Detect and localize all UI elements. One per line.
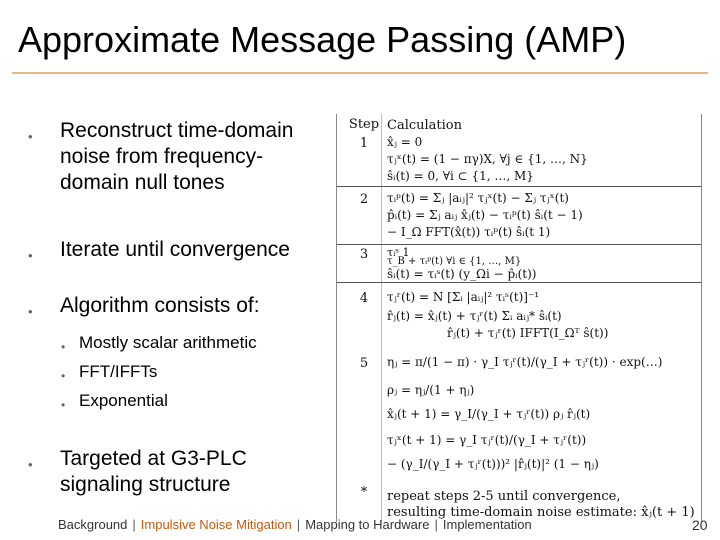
step-number: 4: [359, 291, 369, 306]
step-number: *: [360, 485, 368, 500]
step-number: 5: [359, 356, 369, 371]
step-equation: τ_B + τᵢᵖ(t) ∀i ∈ {1, …, M}: [387, 256, 522, 267]
step-equation: ηⱼ = π/(1 − π) · γ_I τⱼʳ(t)/(γ_I + τⱼʳ(t)) · exp(…): [387, 355, 663, 369]
title-underline: [12, 72, 708, 74]
step-equation: ρⱼ = ηⱼ/(1 + ηⱼ): [387, 383, 475, 397]
bullet-line: Iterate until convergence: [60, 238, 290, 261]
bullet-line: signaling structure: [60, 473, 231, 496]
table-row: [337, 480, 701, 522]
step-equation: ŝᵢ(t) = 0, ∀i ⊂ {1, …, M}: [387, 169, 534, 183]
footer-nav: [58, 517, 532, 532]
bullet-text: [60, 237, 290, 263]
sub-bullet-text: FFT/IFFTs: [79, 362, 158, 381]
table-header-step: Step: [348, 117, 380, 132]
step-equation: τᵢˢ 1: [387, 246, 410, 259]
page-title: Approximate Message Passing (AMP): [18, 19, 627, 60]
footer-item-mapping-to-hardware[interactable]: Mapping to Hardware: [305, 517, 430, 532]
step-equation: x̂ⱼ(t + 1) = γ_I/(γ_I + τⱼʳ(t)) ρⱼ r̂ⱼ(t): [387, 407, 591, 421]
step-number: 3: [359, 247, 369, 262]
amp-algorithm-table: [336, 114, 702, 522]
bullet-line: noise from frequency-: [60, 145, 264, 168]
footer-separator: |: [296, 517, 301, 532]
bullet-glyph: •: [61, 398, 66, 412]
step-equation: r̂ⱼ(t) + τⱼʳ(t) IFFT(I_Ωᵀ ŝ(t)): [447, 326, 609, 340]
bullet-glyph: •: [28, 304, 33, 319]
sub-bullet-text: Exponential: [79, 391, 168, 410]
step-number: 1: [359, 136, 369, 151]
table-header-calculation: Calculation: [387, 118, 462, 133]
sub-bullet-text: Mostly scalar arithmetic: [79, 333, 257, 352]
table-row: [337, 114, 701, 186]
bullet-line: Targeted at G3-PLC: [60, 447, 247, 470]
bullet-glyph: •: [61, 369, 66, 383]
bullet-line: Reconstruct time-domain: [60, 119, 294, 142]
step-equation: repeat steps 2-5 until convergence,: [387, 489, 621, 504]
step-equation: x̂ⱼ = 0: [387, 135, 423, 149]
bullet-line: Algorithm consists of:: [60, 294, 260, 317]
step-equation: p̂ᵢ(t) = Σⱼ aᵢⱼ x̂ⱼ(t) − τᵢᵖ(t) ŝᵢ(t − 1): [387, 208, 583, 222]
step-equation: τᵢᵖ(t) = Σⱼ |aᵢⱼ|² τⱼˣ(t) − Σⱼ τⱼˣ(t): [387, 191, 569, 205]
bullet-line: domain null tones: [60, 171, 225, 194]
bullet-glyph: •: [28, 129, 33, 144]
bullet-glyph: •: [28, 248, 33, 263]
footer-item-background[interactable]: Background: [58, 517, 128, 532]
page-number: 20: [692, 517, 708, 533]
footer-separator: |: [132, 517, 136, 532]
footer-separator: |: [434, 517, 438, 532]
step-equation: resulting time-domain noise estimate: x̂ⱼ(t + 1): [387, 505, 695, 520]
step-equation: ŝᵢ(t) = τᵢˢ(t) (y_Ωi − p̂ᵢ(t)): [387, 267, 537, 281]
step-equation: r̂ⱼ(t) = x̂ⱼ(t) + τⱼʳ(t) Σᵢ aᵢⱼ* ŝᵢ(t): [387, 309, 562, 323]
step-equation: τⱼˣ(t + 1) = γ_I τⱼʳ(t)/(γ_I + τⱼʳ(t)): [387, 433, 587, 447]
footer-item-impulsive-noise-mitigation[interactable]: Impulsive Noise Mitigation: [140, 517, 292, 532]
table-row: [337, 344, 701, 480]
bullet-text: [60, 446, 247, 498]
bullet-text: [60, 293, 260, 319]
table-row: [337, 244, 701, 283]
table-row: [337, 186, 701, 245]
step-equation: − I_Ω FFT(x̂(t)) τᵢᵖ(t) ŝᵢ(t 1): [387, 225, 551, 239]
step-equation: τⱼʳ(t) = N [Σᵢ |aᵢⱼ|² τᵢˢ(t)]⁻¹: [387, 290, 540, 304]
step-equation: τⱼˣ(t) = (1 − πγ)X, ∀j ∈ {1, …, N}: [387, 152, 588, 166]
bullet-glyph: •: [28, 457, 33, 472]
bullet-glyph: •: [61, 340, 66, 354]
step-number: 2: [359, 192, 369, 207]
footer-item-implementation[interactable]: Implementation: [442, 517, 532, 532]
step-equation: − (γ_I/(γ_I + τⱼʳ(t)))² |r̂ⱼ(t)|² (1 − ηⱼ): [387, 457, 599, 471]
table-row: [337, 282, 701, 345]
bullet-text: [60, 118, 293, 196]
